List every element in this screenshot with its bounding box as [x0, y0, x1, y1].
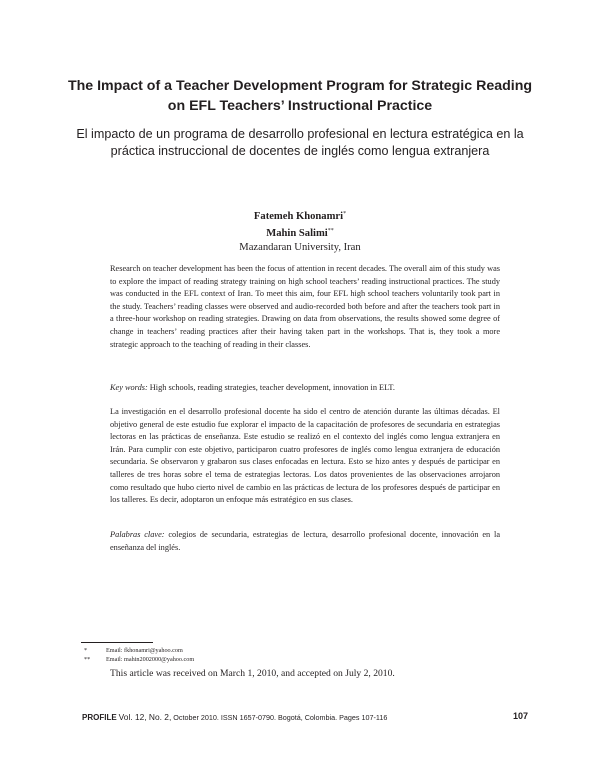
footnote-mark: ** [84, 656, 91, 663]
keywords-text: High schools, reading strategies, teacher development, innovation in ELT. [149, 383, 395, 392]
footnote-mark: * [84, 647, 88, 654]
title-line: The Impact of a Teacher Development Program for Strategic Reading [67, 78, 533, 94]
author-name: Fatemeh Khonamri* [253, 211, 347, 222]
author-mark: * [343, 211, 347, 217]
paper-subtitle [55, 126, 545, 160]
keywords-label: Key words: [110, 383, 148, 392]
page-number: 107 [512, 711, 528, 721]
footnote-divider [81, 642, 153, 643]
footnote-email[interactable]: Email: mahin2002000@yahoo.com [106, 656, 195, 663]
keywords-es-label: Palabras clave: [110, 530, 165, 539]
keywords-english [110, 382, 500, 395]
subtitle-line: El impacto de un programa de desarrollo profesional en lectura estratégica en la [76, 127, 524, 141]
journal-footer [82, 712, 387, 723]
abstract-spanish: La investigación en el desarrollo profesional docente ha sido el centro de atención durante las últimas décadas. El objetivo general de este estudio fue explorar el impacto de la capacitación de profesores de secundaria en estrategias lectoras en las prácticas de enseñanza. Este estudio se realizó en el contexto del inglés como lengua extranjera en Irán. Para cumplir con este objetivo, participaron cuatro profesores de inglés como lengua extranjera de educación secundaria. Se observaron y grabaron sus clases enfocadas en lectura. Esto se hizo antes y después de participar en talleres de tres horas sobre el tema de estrategias lectoras. Los datos provenientes de las observaciones arrojaron como resultado que hubo cierto nivel de cambio en las prácticas de lectura de los profesores después de participar en los talleres. Es decir, adoptaron un enfoque más estratégico en sus clases. [110, 407, 500, 505]
keywords-es-text: colegios de secundaria, estrategias de lectura, desarrollo profesional docente, innovación en la enseñanza del inglés. [110, 530, 500, 552]
affiliation: Mazandaran University, Iran [239, 242, 361, 253]
keywords-spanish [110, 529, 500, 554]
journal-details: October 2010. ISSN 1657-0790. Bogotá, Colombia. Pages 107-116 [173, 713, 388, 722]
subtitle-line: práctica instruccional de docentes de inglés como lengua extranjera [110, 144, 490, 158]
author-block [150, 207, 450, 255]
footnote-email[interactable]: Email: fkhonamri@yahoo.com [106, 647, 183, 654]
footnote [84, 656, 194, 664]
title-line: on EFL Teachers’ Instructional Practice [167, 98, 433, 114]
footnote [84, 647, 183, 655]
received-note: This article was received on March 1, 2010, and accepted on July 2, 2010. [110, 668, 395, 679]
paper-title [60, 76, 540, 116]
journal-volume: Vol. 12, No. 2, [118, 712, 172, 722]
abstract-english: Research on teacher development has been the focus of attention in recent decades. The overall aim of this study was to explore the impact of reading strategy training on high school teachers’ reading instructional practices. The study was conducted in the EFL context of Iran. To meet this aim, four EFL high school teachers voluntarily took part in the study. Teachers’ reading classes were observed and audio-recorded both before and after the teachers took part in a three-hour workshop on reading strategies. Drawing on data from observations, the results showed some degree of change in teachers’ reading practices after their having taken part in the workshops. That is, they took a more strategic approach to the teaching of reading in their classes. [110, 264, 500, 349]
author-name: Mahin Salimi** [266, 228, 334, 239]
author-mark: ** [327, 228, 334, 234]
journal-brand: PROFILE [82, 713, 117, 722]
